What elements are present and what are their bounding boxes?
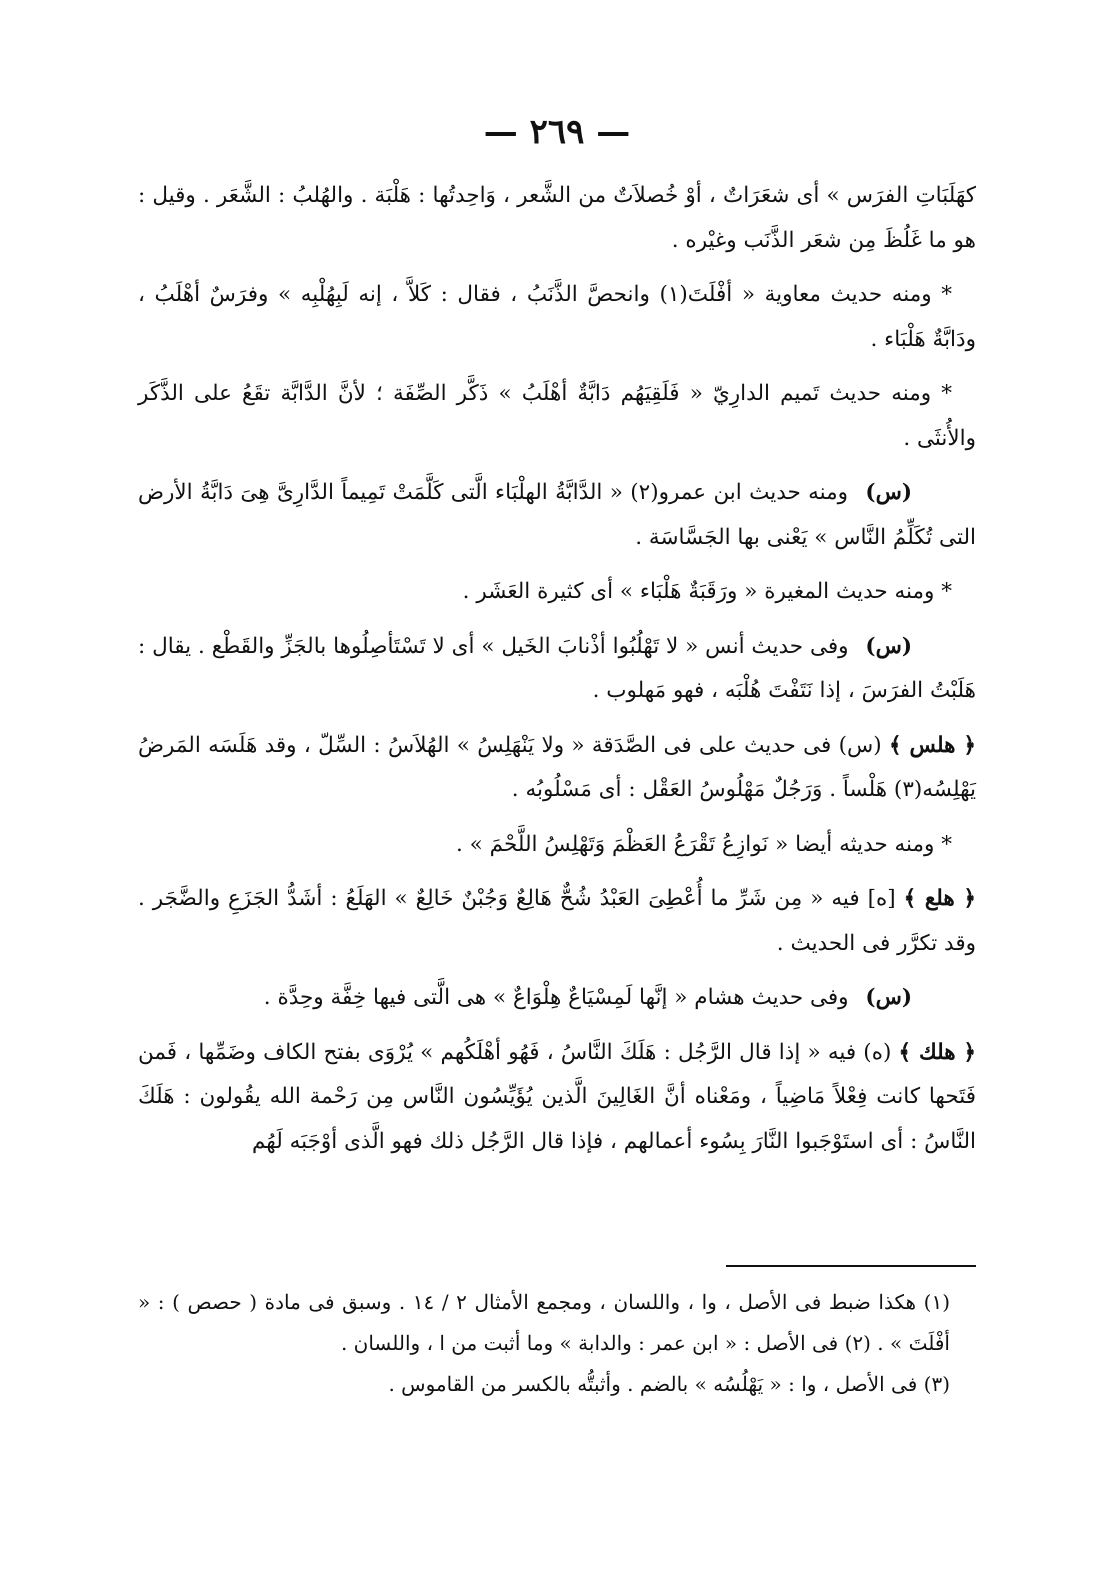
page-number: — ٢٦٩ —: [483, 112, 631, 152]
paragraph: [138, 976, 976, 1021]
entry-heading: ﴿ هلس ﴾: [888, 732, 976, 758]
footnote: (١) هكذا ضبط فى الأصل ، وا ، واللسان ، ومجمع الأمثال ٢ / ١٤ . وسبق فى مادة ( حصص ) : « أفْلَتَ » . (٢) فى الأصل : « ابن عمر : والدابة » وما أثبت من ا ، واللسان .: [138, 1290, 950, 1355]
entry-heading: ﴿ هلك ﴾: [898, 1039, 976, 1065]
main-text: [138, 174, 976, 1174]
paragraph: [138, 1031, 976, 1165]
paragraph-text: وفى حديث هشام « إنَّها لَمِسْيَاعٌ هِلْوَاعٌ » هى الَّتى فيها خِفَّة وحِدَّة .: [263, 985, 849, 1010]
paragraph-text: (ه) فيه « إذا قال الرَّجُل : هَلَكَ النَّاسُ ، فَهُو أهْلَكُهم » يُرْوَى بفتح الكاف وضَمِّها ، فَمن فَتَحها كانت فِعْلاً مَاضِياً ، ومَعْناه أنَّ الغَالِينَ الَّذين يُؤَيِّسُون النَّاس مِن رَحْمة الله يقُولون : هَلَكَ النَّاسُ : أى استَوْجَبوا النَّارَ بِسُوء أعمالهم ، فإذا قال الرَّجُل ذلك فهو الَّذى أوْجَبَه لَهُم: [138, 1039, 976, 1154]
paragraph-text: كهَلَبَاتِ الفرَس » أى شعَرَاتٌ ، أوْ خُصلاَتٌ من الشَّعر ، وَاحِدتُها : هَلْبَة . والهُلبُ : الشَّعَر . وقيل : هو ما غَلُظَ مِن شعَر الذَّنَب وغيْره .: [138, 183, 976, 253]
paragraph: [138, 273, 976, 362]
paragraph-text: * ومنه حديثه أيضا « نَوازِعُ تَقْرَعُ العَظْمَ وَتَهْلِسُ اللَّحْمَ » .: [455, 831, 952, 857]
paragraph: [138, 471, 976, 560]
paragraph-text: (س) فى حديث على فى الصَّدَقة « ولا يَنْهَلِسُ » الهُلاَسُ : السِّلّ ، وقد هَلَسَه المَرضُ يَهْلِسُه(٣) هَلْساً . وَرَجُلٌ مَهْلُوسُ العَقْل : أى مَسْلُوبُه .: [138, 732, 976, 802]
paragraph: [138, 724, 976, 813]
paragraph: [138, 625, 976, 714]
paragraph: [138, 570, 976, 615]
footnotes: [138, 1282, 976, 1405]
paragraph: [138, 877, 976, 966]
footnote-divider: [726, 1265, 976, 1267]
paragraph-text: * ومنه حديث المغيرة « ورَقَبَةٌ هَلْبَاء » أى كثيرة العَشَر .: [462, 579, 952, 604]
paragraph: [138, 372, 976, 461]
paragraph: [138, 823, 976, 868]
footnote: (٣) فى الأصل ، وا : « يَهْلُسُه » بالضم . وأثبتُّه بالكسر من القاموس .: [388, 1372, 950, 1396]
paragraph-text: ومنه حديث ابن عمرو(٢) « الدَّابَّةُ الهلْبَاء الَّتى كَلَّمَتْ تَمِيماً الدَّارِىَّ هِىَ دَابَّةُ الأرض التى تُكَلِّمُ النَّاس » يَعْنى بها الجَسَّاسَة .: [138, 480, 976, 550]
paragraph-text: وفى حديث أنس « لا تَهْلُبُوا أذْنابَ الخَيل » أى لا تَسْتَأصِلُوها بالجَزِّ والقَطْع . يقال : هَلَبْتُ الفرَسَ ، إذا نَتَفْتَ هُلْبَه ، فهو مَهلوب .: [138, 633, 976, 703]
paragraph-text: [ه] فيه « مِن شَرِّ ما أُعْطِىَ العَبْدُ شُحٌّ هَالِعٌ وَجُبْنٌ خَالِعٌ » الهَلَعُ : أشَدُّ الجَزَعِ والضَّجَر . وقد تكرَّر فى الحديث .: [138, 886, 976, 956]
paragraph-text: * ومنه حديث تَميم الدارِيّ « فَلَقِيَهُم دَابَّةٌ أهْلَبُ » ذَكَّر الصِّفَة ؛ لأنَّ الدَّابَّة تقَعُ على الذَّكَر والأُنثَى .: [138, 381, 976, 451]
source-marker: (س): [865, 480, 912, 505]
source-marker: (س): [865, 985, 912, 1010]
source-marker: (س): [865, 633, 913, 659]
entry-heading: ﴿ هلع ﴾: [903, 886, 976, 911]
paragraph: [138, 174, 976, 263]
paragraph-text: * ومنه حديث معاوية « أفْلَتَ(١) وانحصَّ الذَّنَبُ ، فقال : كَلاَّ ، إنه لَبِهُلْبِه » وفرَسٌ أهْلَبُ ، ودَابَّةٌ هَلْبَاء .: [138, 282, 976, 352]
